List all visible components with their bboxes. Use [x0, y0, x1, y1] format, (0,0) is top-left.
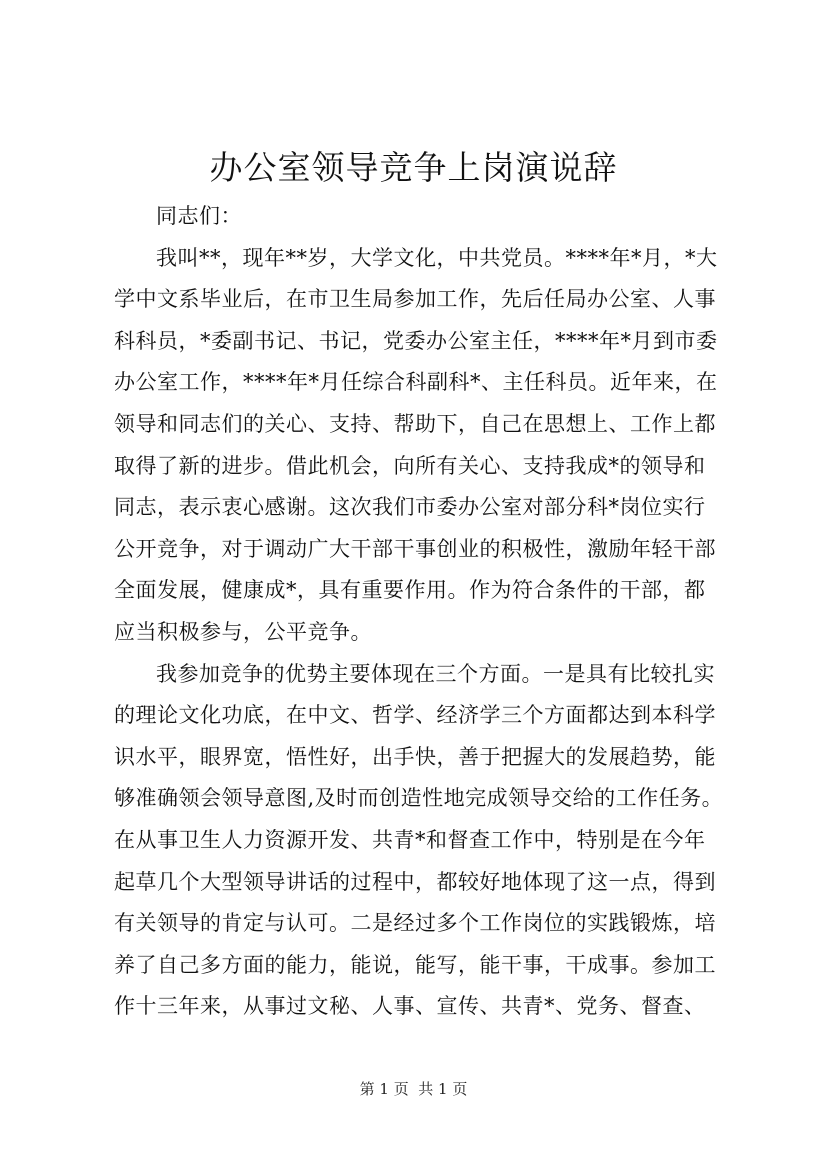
page-number-label: 第 1 页 共 1 页 [359, 1080, 468, 1098]
text-line: 科科员，*委副书记、书记，党委办公室主任，****年*月到市委 [114, 328, 718, 353]
text-line: 领导和同志们的关心、支持、帮助下，自己在思想上、工作上都 [114, 411, 716, 436]
text-line: 办公室工作，****年*月任综合科副科*、主任科员。近年来，在 [114, 370, 718, 395]
text-line: 取得了新的进步。借此机会，向所有关心、支持我成*的领导和 [114, 453, 706, 478]
text-line: 我叫**，现年**岁，大学文化，中共党员。****年*月，*大 [156, 245, 718, 270]
text-line: 够准确领会领导意图,及时而创造性地完成领导交给的工作任务。 [114, 786, 724, 811]
document-title: 办公室领导竞争上岗演说辞 [209, 148, 618, 187]
text-line: 同志们： [156, 204, 242, 228]
text-line: 作十三年来，从事过文秘、人事、宣传、共青*、党务、督查、 [114, 994, 706, 1019]
text-line: 应当积极参与，公平竞争。 [114, 619, 372, 644]
text-line: 起草几个大型领导讲话的过程中，都较好地体现了这一点，得到 [114, 869, 716, 894]
text-line: 全面发展，健康成*，具有重要作用。作为符合条件的干部，都 [114, 578, 706, 603]
text-line: 有关领导的肯定与认可。二是经过多个工作岗位的实践锻炼，培 [114, 911, 716, 936]
text-line: 学中文系毕业后，在市卫生局参加工作，先后任局办公室、人事 [114, 287, 716, 312]
document-body [114, 196, 730, 1028]
page-footer [0, 1078, 827, 1100]
text-line: 在从事卫生人力资源开发、共青*和督查工作中，特别是在今年 [114, 827, 706, 852]
text-line: 同志，表示衷心感谢。这次我们市委办公室对部分科*岗位实行 [114, 495, 706, 520]
text-line: 识水平，眼界宽，悟性好，出手快，善于把握大的发展趋势，能 [114, 744, 716, 769]
text-line: 公开竞争，对于调动广大干部干事创业的积极性，激励年轻干部 [114, 536, 716, 561]
text-line: 我参加竞争的优势主要体现在三个方面。一是具有比较扎实 [156, 661, 715, 686]
text-line: 养了自己多方面的能力，能说，能写，能干事，干成事。参加工 [114, 952, 716, 977]
text-line: 的理论文化功底，在中文、哲学、经济学三个方面都达到本科学 [114, 703, 716, 728]
